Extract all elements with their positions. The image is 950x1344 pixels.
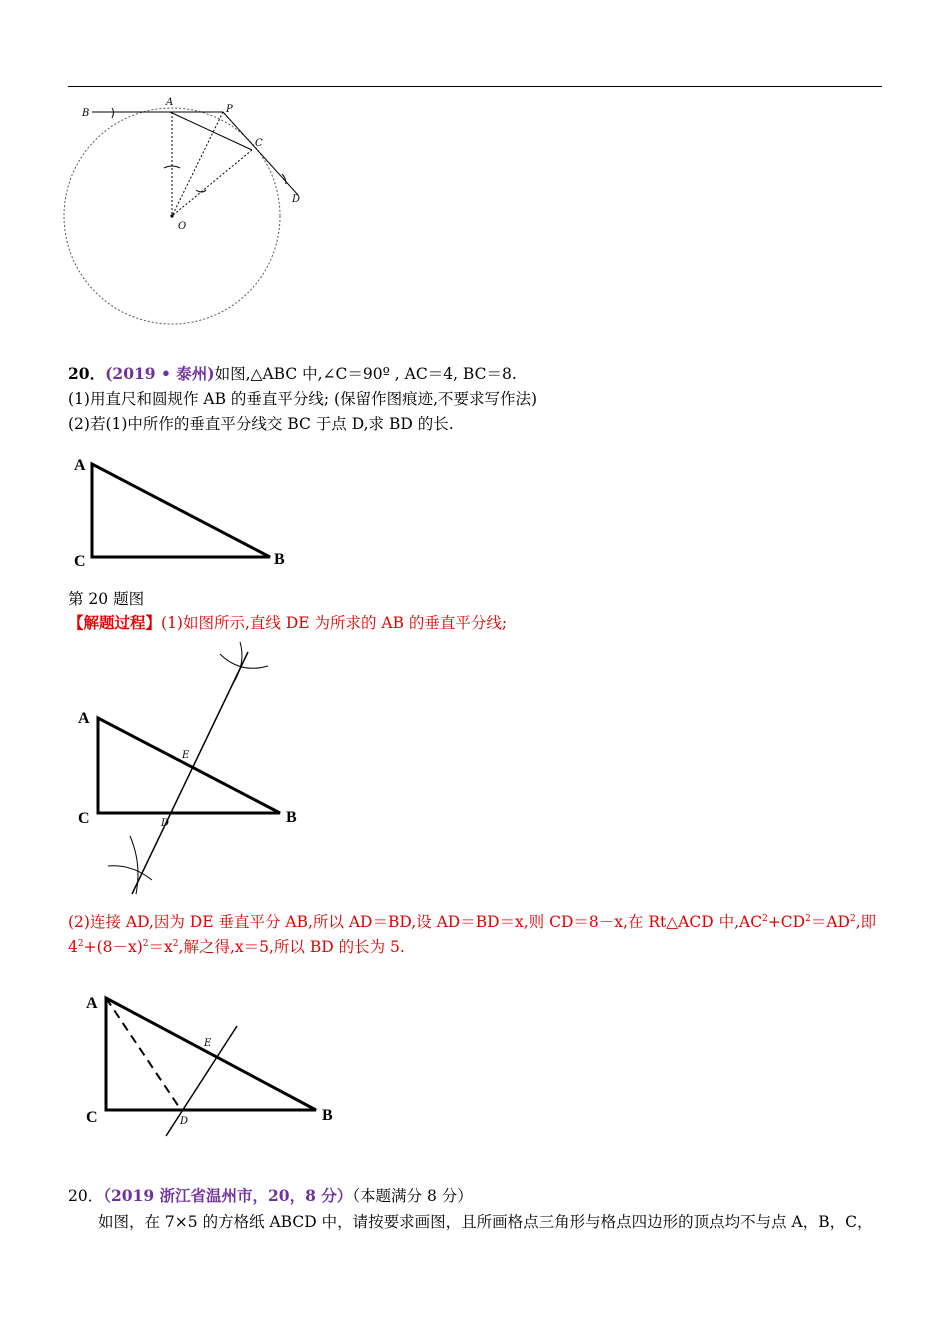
step2-text-a: (2)连接 AD,因为 DE 垂直平分 AB,所以 AD＝BD,设 AD＝BD＝x,则 CD＝8－x,在 Rt△ACD 中,AC [68, 913, 763, 931]
label-D: D [161, 818, 170, 829]
label-C: C [78, 810, 90, 827]
line-CO [172, 150, 252, 216]
q20b-score: （本题满分 8 分） [352, 1187, 473, 1205]
label-D: D [180, 1116, 189, 1127]
label-B: B [274, 551, 285, 568]
triangle-ABC [98, 718, 280, 813]
q20-stem: 如图,△ABC 中,∠C＝90º , AC＝4, BC＝8. [214, 365, 517, 383]
step2-text-x: ＝x [148, 938, 173, 956]
label-P: P [226, 104, 233, 115]
q20-part2: (2)若(1)中所作的垂直平分线交 BC 于点 D,求 BD 的长. [68, 415, 454, 433]
bisector-DE [132, 652, 248, 894]
step2-text-4: 4 [68, 938, 78, 956]
q20-stem-line [68, 364, 517, 384]
solution-tag: 【解题过程】 [68, 613, 162, 632]
superscript-2: 2 [805, 913, 811, 924]
point-O [170, 214, 173, 217]
label-C: C [74, 553, 86, 570]
solution-step1: (1)如图所示,直线 DE 为所求的 AB 的垂直平分线; [161, 614, 508, 632]
label-E: E [182, 750, 190, 761]
q20-source: (2019 • 泰州) [105, 364, 215, 383]
superscript-2: 2 [77, 938, 84, 949]
step2-text-result: ,解之得,x＝5,所以 BD 的长为 5. [178, 938, 405, 956]
q20-part1: (1)用直尺和圆规作 AB 的垂直平分线; (保留作图痕迹,不要求写作法) [68, 390, 538, 408]
label-A: A [166, 97, 174, 108]
solution-step2-line2 [68, 937, 405, 957]
header-rule [68, 86, 882, 87]
label-E: E [204, 1038, 212, 1049]
bisector-construction-figure [68, 636, 308, 901]
label-O: O [178, 221, 187, 232]
solution-figure [80, 984, 350, 1144]
label-D: D [292, 194, 301, 205]
triangle-figure [68, 450, 308, 575]
line-PD [223, 112, 298, 195]
q20b-number: 20． [68, 1187, 104, 1205]
line-AD-dashed [106, 998, 181, 1110]
superscript-2: 2 [172, 938, 179, 949]
q20b-source: （2019 浙江省温州市，20，8 分） [103, 1186, 353, 1205]
arc-mark [164, 166, 180, 168]
arc-mark [112, 108, 114, 118]
figure-caption: 第 20 题图 [68, 590, 145, 608]
step2-text-ji: ,即 [855, 913, 877, 931]
solution-step1-line [68, 613, 507, 633]
step2-text-8x: +(8－x) [83, 938, 143, 956]
label-C: C [86, 1109, 98, 1126]
q20b-stem: 如图，在 7×5 的方格纸 ABCD 中，请按要求画图，且所画格点三角形与格点四边形的顶点均不与点 A，B，C， [98, 1213, 873, 1231]
solution-step2-line1 [68, 912, 876, 932]
line-PO [172, 112, 223, 216]
arc-mark [108, 866, 152, 880]
label-B: B [286, 809, 297, 826]
circle-construction-figure [60, 92, 320, 330]
q20b-header [68, 1186, 473, 1206]
label-C: C [255, 138, 263, 149]
label-B: B [82, 108, 90, 119]
label-A: A [78, 710, 90, 727]
label-B: B [322, 1107, 333, 1124]
superscript-2: 2 [849, 913, 856, 924]
superscript-2: 2 [762, 913, 768, 924]
superscript-2: 2 [142, 938, 149, 949]
label-A: A [74, 457, 86, 474]
arc-mark [234, 642, 242, 682]
step2-text-cd: +CD [767, 913, 806, 931]
bisector-DE [166, 1026, 237, 1136]
triangle-ABC [106, 998, 316, 1110]
step2-text-ad: ＝AD [810, 913, 850, 931]
q20-number: 20． [68, 364, 106, 383]
label-A: A [86, 995, 98, 1012]
arc-mark [196, 190, 206, 192]
triangle-ABC [92, 464, 270, 557]
